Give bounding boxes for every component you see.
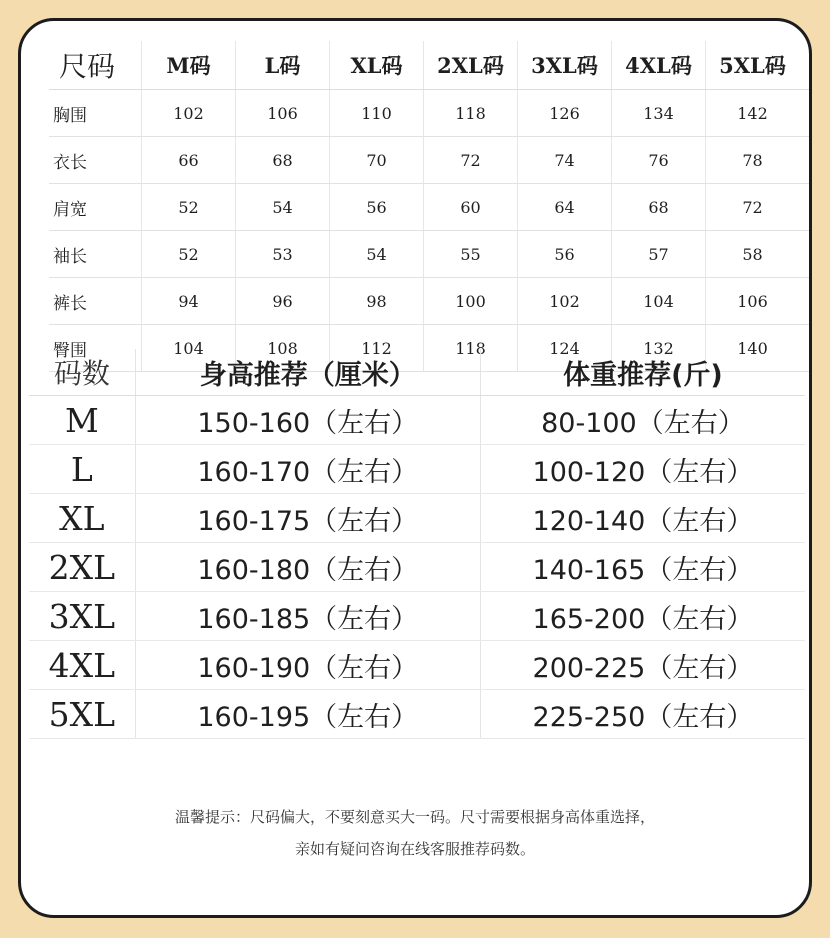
measurement-cell: 70: [329, 137, 423, 183]
size-header-xl: XL码: [329, 41, 423, 89]
row-label: 衣长: [53, 152, 87, 173]
recommendation-row-5xl: [29, 690, 805, 739]
height-range: 160-180（左右）: [135, 543, 480, 591]
weight-range: 80-100（左右）: [480, 396, 805, 444]
measurement-cell: 110: [329, 90, 423, 136]
size-label: 2XL: [48, 547, 116, 587]
measurement-cell: 56: [329, 184, 423, 230]
measurement-cell: 124: [517, 325, 611, 371]
measurement-row-length: [49, 137, 809, 184]
measurement-cell: 52: [141, 184, 235, 230]
measurement-cell: 72: [423, 137, 517, 183]
col-size-header: 码数: [53, 357, 110, 390]
measurement-table: [49, 41, 809, 372]
col-weight-header: 体重推荐(斤): [480, 349, 805, 395]
height-range: 160-190（左右）: [135, 641, 480, 689]
tips-line-1: 温馨提示：尺码偏大，不要刻意买大一码。尺寸需要根据身高体重选择，: [174, 808, 655, 826]
recommendation-row-3xl: [29, 592, 805, 641]
measurement-cell: 108: [235, 325, 329, 371]
height-range: 160-185（左右）: [135, 592, 480, 640]
measurement-cell: 106: [705, 278, 799, 324]
recommendation-table: [29, 349, 805, 739]
measurement-cell: 74: [517, 137, 611, 183]
size-tips-note: [21, 801, 809, 865]
height-range: 160-195（左右）: [135, 690, 480, 738]
measurement-cell: 76: [611, 137, 705, 183]
size-label: 4XL: [48, 645, 116, 685]
measurement-cell: 140: [705, 325, 799, 371]
measurement-cell: 55: [423, 231, 517, 277]
measurement-cell: 134: [611, 90, 705, 136]
row-label: 臀围: [53, 340, 87, 361]
height-range: 160-175（左右）: [135, 494, 480, 542]
measurement-cell: 68: [611, 184, 705, 230]
measurement-cell: 56: [517, 231, 611, 277]
size-label: M: [64, 400, 99, 440]
measurement-cell: 57: [611, 231, 705, 277]
measurement-cell: 94: [141, 278, 235, 324]
measurement-cell: 104: [141, 325, 235, 371]
measurement-cell: 72: [705, 184, 799, 230]
row-label: 裤长: [53, 293, 87, 314]
size-label: 5XL: [48, 694, 116, 734]
weight-range: 100-120（左右）: [480, 445, 805, 493]
size-label: L: [70, 449, 93, 489]
measurement-cell: 64: [517, 184, 611, 230]
measurement-cell: 102: [517, 278, 611, 324]
size-header-m: M码: [141, 41, 235, 89]
recommendation-row-xl: [29, 494, 805, 543]
height-range: 160-170（左右）: [135, 445, 480, 493]
size-chart-card: [18, 18, 812, 918]
measurement-header-row: [49, 41, 809, 90]
measurement-cell: 102: [141, 90, 235, 136]
recommendation-row-l: [29, 445, 805, 494]
size-header-5xl: 5XL码: [705, 41, 799, 89]
weight-range: 140-165（左右）: [480, 543, 805, 591]
measurement-cell: 100: [423, 278, 517, 324]
measurement-cell: 126: [517, 90, 611, 136]
measurement-row-chest: [49, 90, 809, 137]
recommendation-row-4xl: [29, 641, 805, 690]
tips-line-2: 亲如有疑问咨询在线客服推荐码数。: [294, 840, 535, 858]
size-label: 3XL: [48, 596, 116, 636]
measurement-cell: 54: [329, 231, 423, 277]
row-label: 胸围: [53, 105, 87, 126]
measurement-cell: 66: [141, 137, 235, 183]
measurement-cell: 68: [235, 137, 329, 183]
weight-range: 225-250（左右）: [480, 690, 805, 738]
weight-range: 165-200（左右）: [480, 592, 805, 640]
measurement-cell: 106: [235, 90, 329, 136]
measurement-cell: 52: [141, 231, 235, 277]
weight-range: 200-225（左右）: [480, 641, 805, 689]
recommendation-row-2xl: [29, 543, 805, 592]
row-label: 肩宽: [53, 199, 87, 220]
measurement-cell: 78: [705, 137, 799, 183]
measurement-cell: 58: [705, 231, 799, 277]
measurement-cell: 60: [423, 184, 517, 230]
size-header-l: L码: [235, 41, 329, 89]
measurement-row-pants-length: [49, 278, 809, 325]
height-range: 150-160（左右）: [135, 396, 480, 444]
measurement-cell: 132: [611, 325, 705, 371]
measurement-cell: 104: [611, 278, 705, 324]
row-label: 袖长: [53, 246, 87, 267]
measurement-cell: 96: [235, 278, 329, 324]
recommendation-header-row: [29, 349, 805, 396]
measurement-cell: 142: [705, 90, 799, 136]
size-header-4xl: 4XL码: [611, 41, 705, 89]
size-header-2xl: 2XL码: [423, 41, 517, 89]
size-header-3xl: 3XL码: [517, 41, 611, 89]
measurement-cell: 54: [235, 184, 329, 230]
measurement-cell: 118: [423, 325, 517, 371]
size-label: XL: [59, 498, 105, 538]
recommendation-row-m: [29, 396, 805, 445]
measurement-row-shoulder: [49, 184, 809, 231]
col-height-header: 身高推荐（厘米）: [135, 349, 480, 395]
measurement-cell: 98: [329, 278, 423, 324]
weight-range: 120-140（左右）: [480, 494, 805, 542]
measurement-cell: 112: [329, 325, 423, 371]
measurement-cell: 53: [235, 231, 329, 277]
size-corner-label: 尺码: [59, 50, 116, 83]
measurement-row-sleeve: [49, 231, 809, 278]
measurement-cell: 118: [423, 90, 517, 136]
